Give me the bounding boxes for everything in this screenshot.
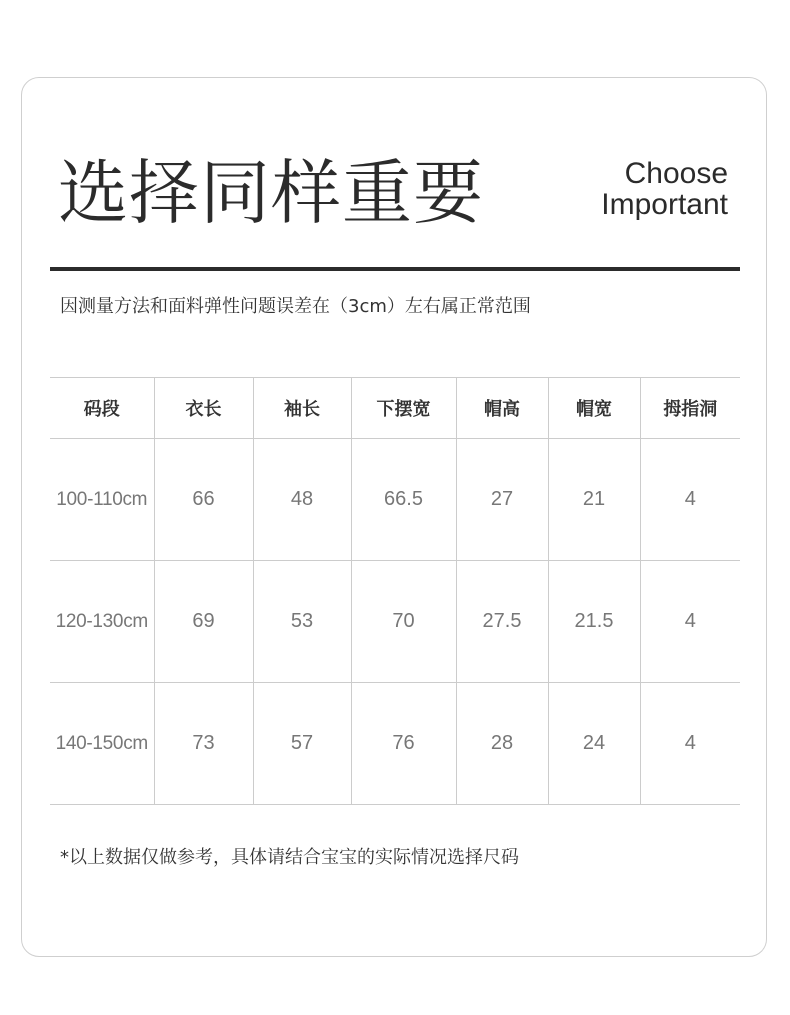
table-cell: 27.5 xyxy=(456,561,548,683)
table-cell: 73 xyxy=(154,683,253,805)
header-thumb-hole: 拇指洞 xyxy=(640,378,740,439)
subtitle-line-2: Important xyxy=(601,188,728,221)
size-table xyxy=(50,377,740,805)
table-header-row xyxy=(50,378,740,439)
table-cell: 66 xyxy=(154,439,253,561)
table-cell-size: 140-150cm xyxy=(50,683,154,805)
page-title: 选择同样重要 xyxy=(58,152,484,234)
header-sleeve-length: 袖长 xyxy=(253,378,351,439)
measurement-note: 因测量方法和面料弹性问题误差在（3cm）左右属正常范围 xyxy=(60,296,531,317)
table-cell: 48 xyxy=(253,439,351,561)
table-cell: 28 xyxy=(456,683,548,805)
table-cell: 21 xyxy=(548,439,640,561)
table-cell: 4 xyxy=(640,561,740,683)
header-body-length: 衣长 xyxy=(154,378,253,439)
table-cell: 53 xyxy=(253,561,351,683)
table-cell: 24 xyxy=(548,683,640,805)
table-row xyxy=(50,561,740,683)
table-cell: 57 xyxy=(253,683,351,805)
table-cell: 21.5 xyxy=(548,561,640,683)
header-hood-width: 帽宽 xyxy=(548,378,640,439)
table-cell: 76 xyxy=(351,683,456,805)
header-size: 码段 xyxy=(50,378,154,439)
table-cell-size: 100-110cm xyxy=(50,439,154,561)
header-hem-width: 下摆宽 xyxy=(351,378,456,439)
page-subtitle-en xyxy=(601,158,728,220)
table-row xyxy=(50,683,740,805)
table-cell: 4 xyxy=(640,439,740,561)
title-divider xyxy=(50,267,740,271)
table-cell: 27 xyxy=(456,439,548,561)
table-cell: 70 xyxy=(351,561,456,683)
table-cell: 4 xyxy=(640,683,740,805)
table-cell-size: 120-130cm xyxy=(50,561,154,683)
table-row xyxy=(50,439,740,561)
subtitle-line-1: Choose xyxy=(624,157,728,190)
header-hood-height: 帽高 xyxy=(456,378,548,439)
table-cell: 69 xyxy=(154,561,253,683)
reference-footnote: *以上数据仅做参考，具体请结合宝宝的实际情况选择尺码 xyxy=(60,847,519,868)
table-cell: 66.5 xyxy=(351,439,456,561)
